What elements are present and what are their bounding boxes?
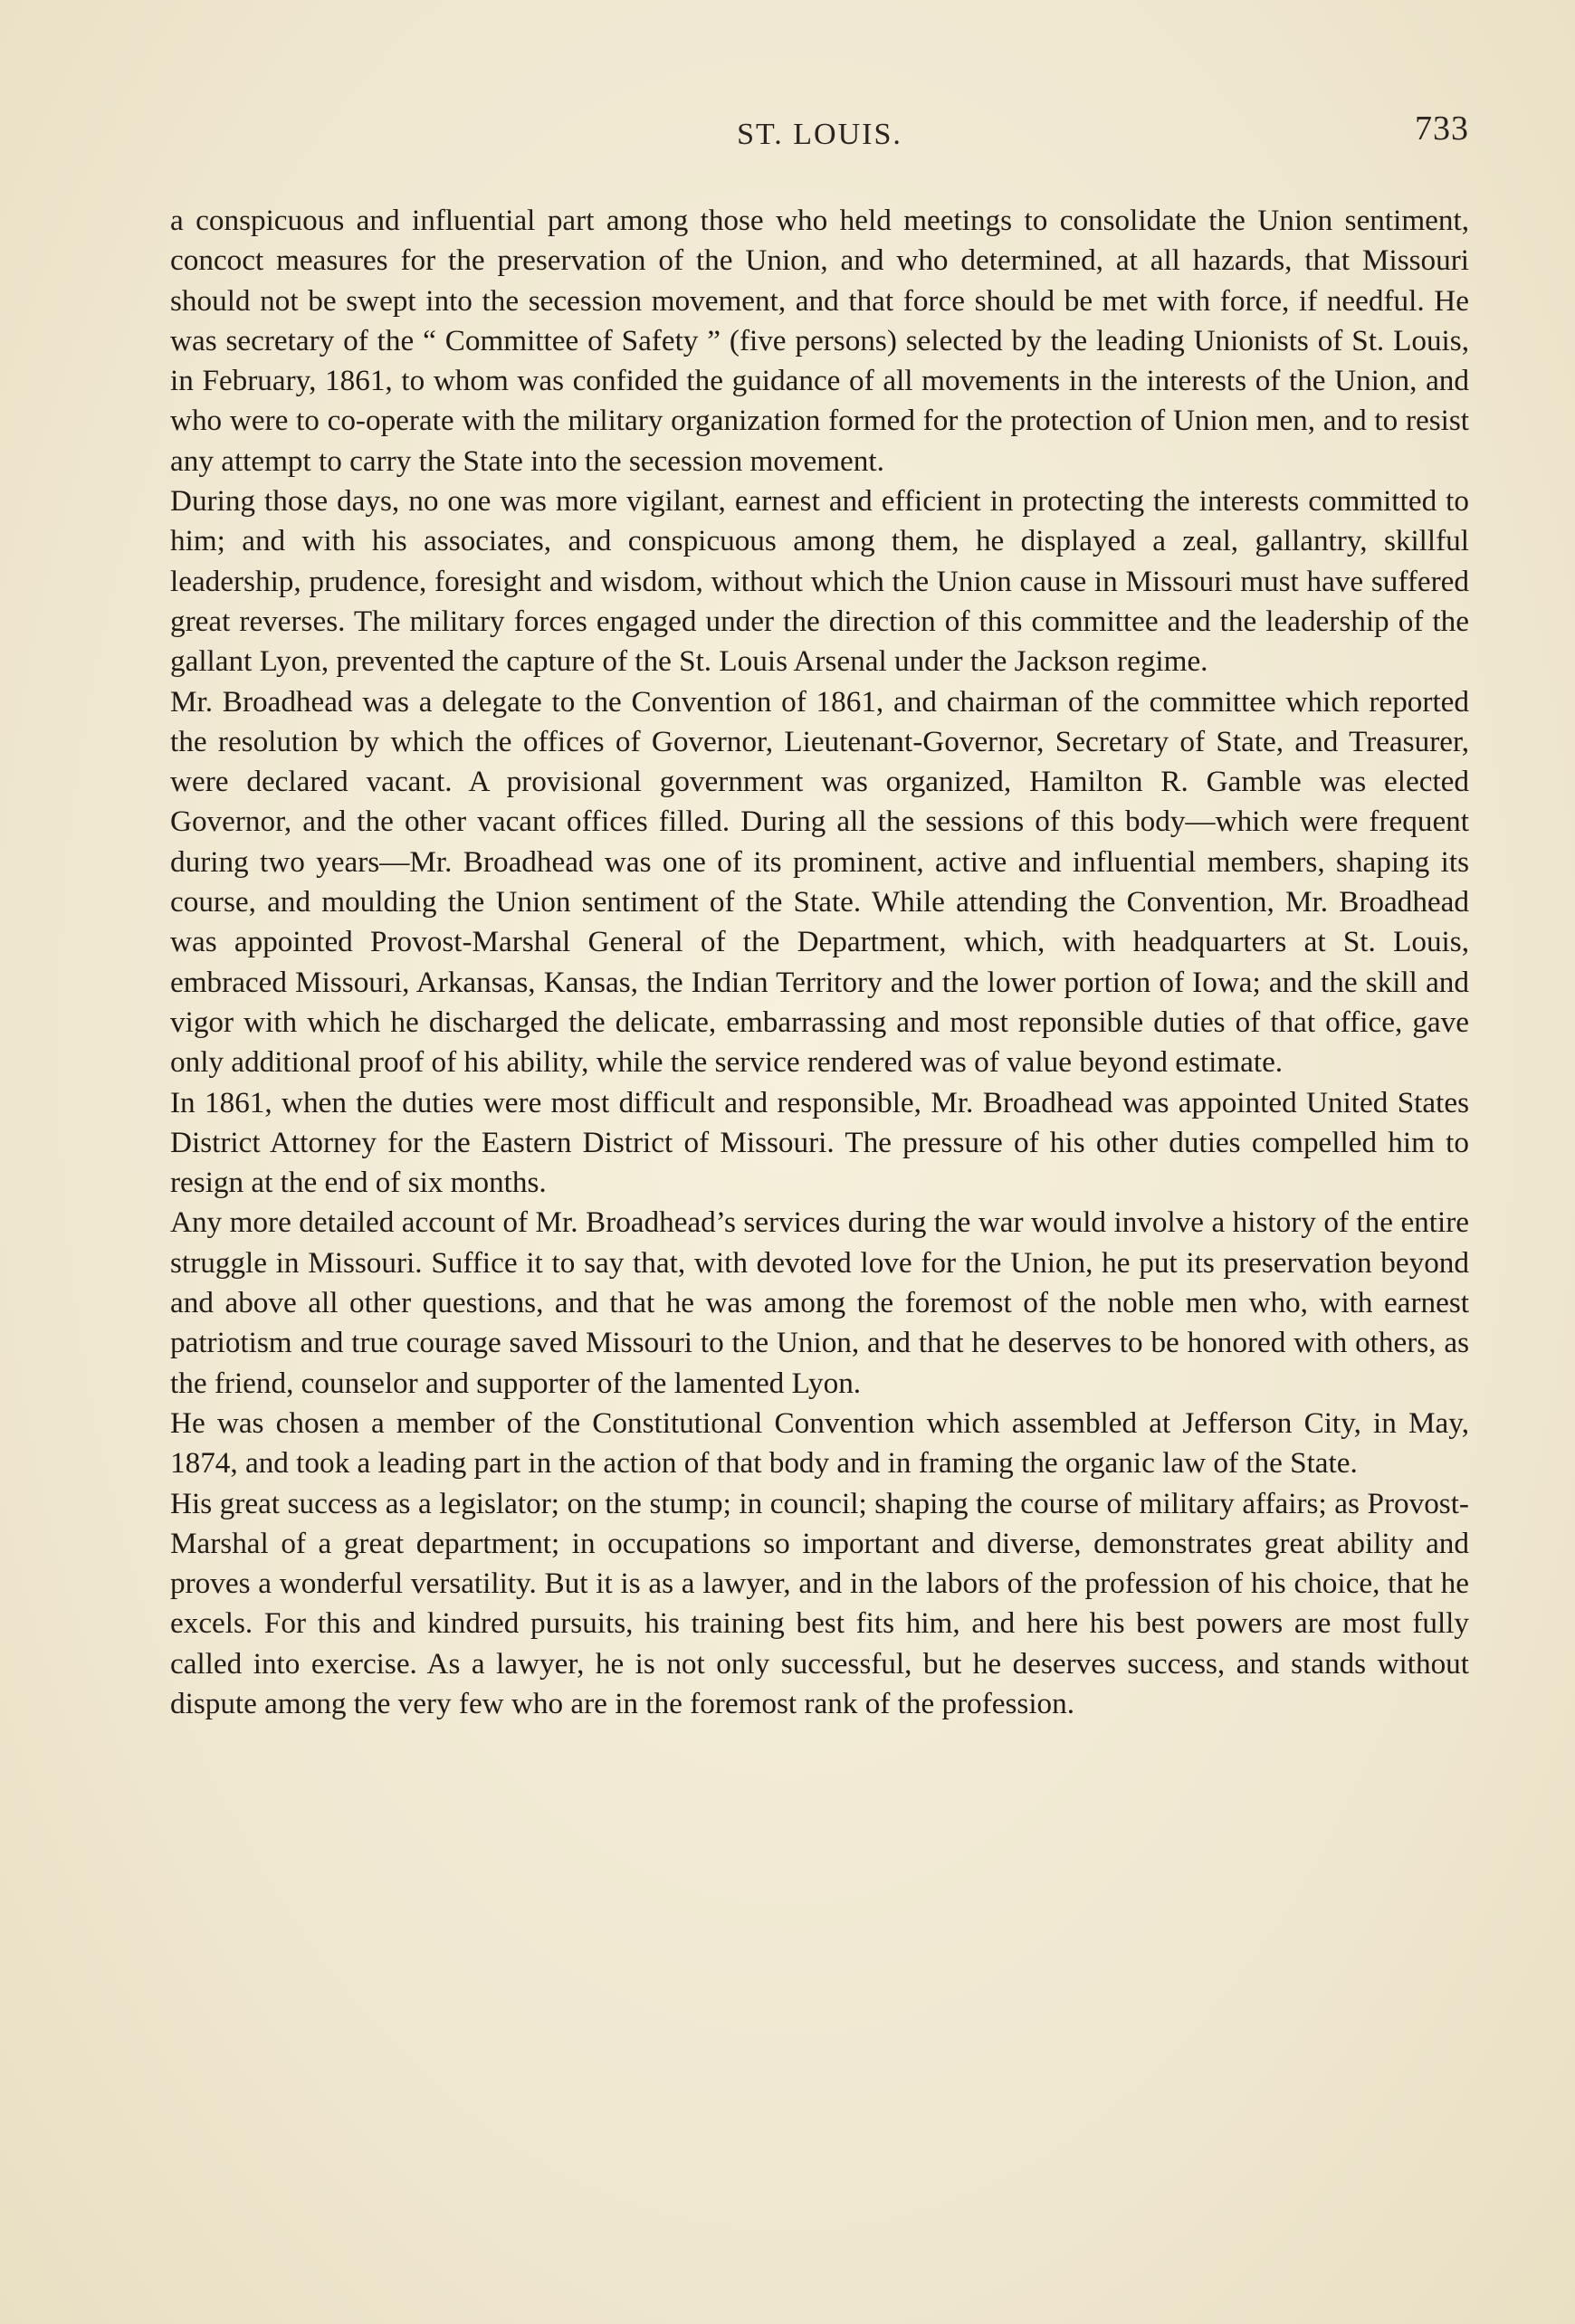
page-number: 733 [1415,110,1469,148]
paragraph: a conspicuous and influential part among those who held meetings to consolidate the Union sentiment, concoct measures for the preservation of the Union, and who determined, at all hazards, that Missouri should not be swept into the secession movement, and that force should be met with force, if needful. He was secretary of the “ Committee of Safety ” (five persons) selected by the leading Unionists of St. Louis, in February, 1861, to whom was confided the guidance of all movements in the interests of the Union, and who were to co-operate with the military organization formed for the protection of Union men, and to resist any attempt to carry the State into the secession movement. [170,204,1469,478]
body-text [170,201,1469,1724]
running-title: ST. LOUIS. [737,118,902,151]
paragraph: Any more detailed account of Mr. Broadhead’s services during the war would involve a history of the entire struggle in Missouri. Suffice it to say that, with devoted love for the Union, he put its preservation beyond and above all other questions, and that he was among the foremost of the noble men who, with earnest patriotism and true courage saved Missouri to the Union, and that he deserves to be honored with others, as the friend, counselor and supporter of the lamented Lyon. [170,1205,1469,1400]
paragraph: He was chosen a member of the Constitutional Convention which assembled at Jefferson City, in May, 1874, and took a leading part in the action of that body and in framing the organic law of the State. [170,1405,1469,1481]
paragraph: During those days, no one was more vigilant, earnest and efficient in protecting the interests committed to him; and with his associates, and conspicuous among them, he displayed a zeal, gallantry, skillful leadership, prudence, foresight and wisdom, without which the Union cause in Missouri must have suffered great reverses. The military forces engaged under the direction of this committee and the leadership of the gallant Lyon, prevented the capture of the St. Louis Arsenal under the Jackson regime. [170,484,1469,679]
paragraph: His great success as a legislator; on the stump; in council; shaping the course of military affairs; as Provost-Marshal of a great department; in occupations so important and diverse, demonstrates great ability and proves a wonderful versatility. But it is as a lawyer, and in the labors of the profession of his choice, that he excels. For this and kindred pursuits, his training best fits him, and here his best powers are most fully called into exercise. As a lawyer, he is not only successful, but he deserves success, and stands without dispute among the very few who are in the foremost rank of the profession. [170,1486,1469,1720]
page-header [170,109,1469,163]
paragraph: In 1861, when the duties were most difficult and responsible, Mr. Broadhead was appointed United States District Attorney for the Eastern District of Missouri. The pressure of his other duties compelled him to resign at the end of six months. [170,1085,1469,1200]
paragraph: Mr. Broadhead was a delegate to the Convention of 1861, and chairman of the committee which reported the resolution by which the offices of Governor, Lieutenant-Governor, Secretary of State, and Treasurer, were declared vacant. A provisional government was organized, Hamilton R. Gamble was elected Governor, and the other vacant offices filled. During all the sessions of this body—which were frequent during two years—Mr. Broadhead was one of its prominent, active and influential members, shaping its course, and moulding the Union sentiment of the State. While attending the Convention, Mr. Broadhead was appointed Provost-Marshal General of the Department, which, with headquarters at St. Louis, embraced Missouri, Arkansas, Kansas, the Indian Territory and the lower portion of Iowa; and the skill and vigor with which he discharged the delicate, embarrassing and most reponsible duties of that office, gave only additional proof of his ability, while the service rendered was of value beyond estimate. [170,684,1469,1080]
